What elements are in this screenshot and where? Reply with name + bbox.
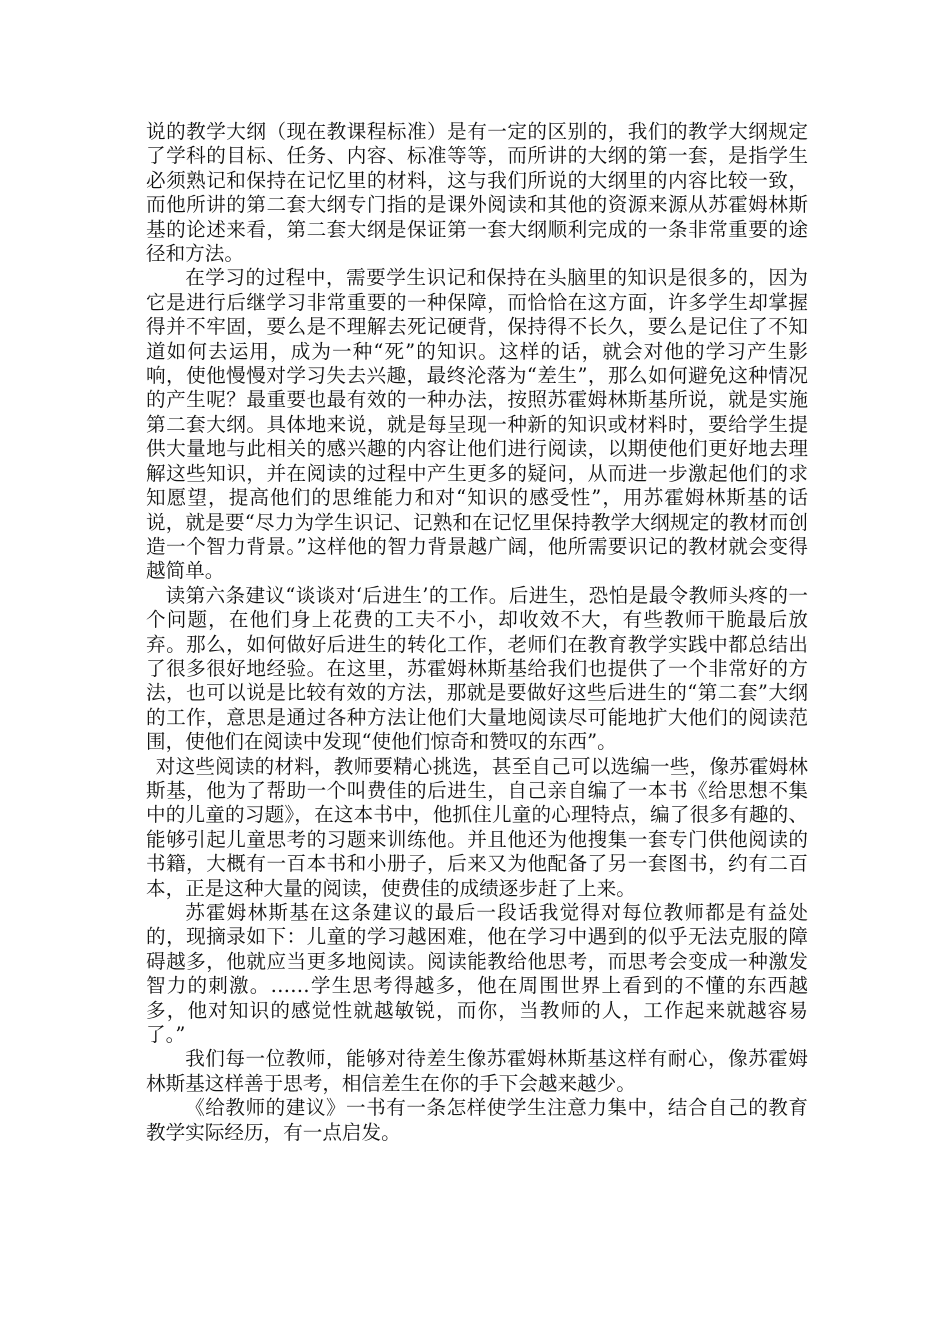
- paragraph-curriculum-outline: 说的教学大纲（现在教课程标准）是有一定的区别的，我们的教学大纲规定了学科的目标、任务、内容、标准等等，而所讲的大纲的第一套，是指学生必须熟记和保持在记忆里的材料，这与我们所说的大纲里的内容比较一致，而他所讲的第二套大纲专门指的是课外阅读和其他的资源来源从苏霍姆林斯基的论述来看，第二套大纲是保证第一套大纲顺利完成的一条非常重要的途径和方法。: [146, 120, 808, 266]
- document-body: [146, 120, 808, 1145]
- paragraph-sixth-suggestion: 读第六条建议“谈谈对‘后进生’的工作。后进生，恐怕是最令教师头疼的一个问题，在他们身上花费的工夫不小，却收效不大，有些教师干脆最后放弃。那么，如何做好后进生的转化工作，老师们在教育教学实践中都总结出了很多很好地经验。在这里，苏霍姆林斯基给我们也提供了一个非常好的方法，也可以说是比较有效的方法，那就是要做好这些后进生的“第二套”大纲的工作，意思是通过各种方法让他们大量地阅读尽可能地扩大他们的阅读范围，使他们在阅读中发现“使他们惊奇和赞叹的东西”。: [146, 583, 808, 754]
- paragraph-reading-materials: 对这些阅读的材料，教师要精心挑选，甚至自己可以选编一些，像苏霍姆林斯基，他为了帮助一个叫费佳的后进生，自己亲自编了一本书《给思想不集中的儿童的习题》，在这本书中，他抓住儿童的心理特点，编了很多有趣的、能够引起儿童思考的习题来训练他。并且他还为他搜集一套专门供他阅读的书籍，大概有一百本书和小册子，后来又为他配备了另一套图书，约有二百本，正是这种大量的阅读，使费佳的成绩逐步赶了上来。: [146, 754, 808, 900]
- paragraph-second-outline-practice: 在学习的过程中，需要学生识记和保持在头脑里的知识是很多的，因为它是进行后继学习非常重要的一种保障，而恰恰在这方面，许多学生却掌握得并不牢固，要么是不理解去死记硬背，保持得不长久，要么是记住了不知道如何去运用，成为一种“死”的知识。这样的话，就会对他的学习产生影响，使他慢慢对学习失去兴趣，最终沦落为“差生”，那么如何避免这种情况的产生呢？最重要也最有效的一种办法，按照苏霍姆林斯基所说，就是实施第二套大纲。具体地来说，就是每呈现一种新的知识或材料时，要给学生提供大量地与此相关的感兴趣的内容让他们进行阅读，以期使他们更好地去理解这些知识，并在阅读的过程中产生更多的疑问，从而进一步激起他们的求知愿望，提高他们的思维能力和对“知识的感受性”，用苏霍姆林斯基的话说，就是要“尽力为学生识记、记熟和在记忆里保持教学大纲规定的教材而创造一个智力背景。”这样他的智力背景越广阔，他所需要识记的教材就会变得越简单。: [146, 266, 808, 583]
- paragraph-teacher-patience: 我们每一位教师，能够对待差生像苏霍姆林斯基这样有耐心，像苏霍姆林斯基这样善于思考，相信差生在你的手下会越来越少。: [146, 1047, 808, 1095]
- paragraph-attention-focus: 《给教师的建议》一书有一条怎样使学生注意力集中，结合自己的教育教学实际经历，有一点启发。: [146, 1096, 808, 1144]
- paragraph-quote: 苏霍姆林斯基在这条建议的最后一段话我觉得对每位教师都是有益处的，现摘录如下：儿童的学习越困难，他在学习中遇到的似乎无法克服的障碍越多，他就应当更多地阅读。阅读能教给他思考，而思考会变成一种激发智力的刺激。……学生思考得越多，他在周围世界上看到的不懂的东西越多，他对知识的感觉性就越敏锐，而你，当教师的人，工作起来就越容易了。”: [146, 901, 808, 1047]
